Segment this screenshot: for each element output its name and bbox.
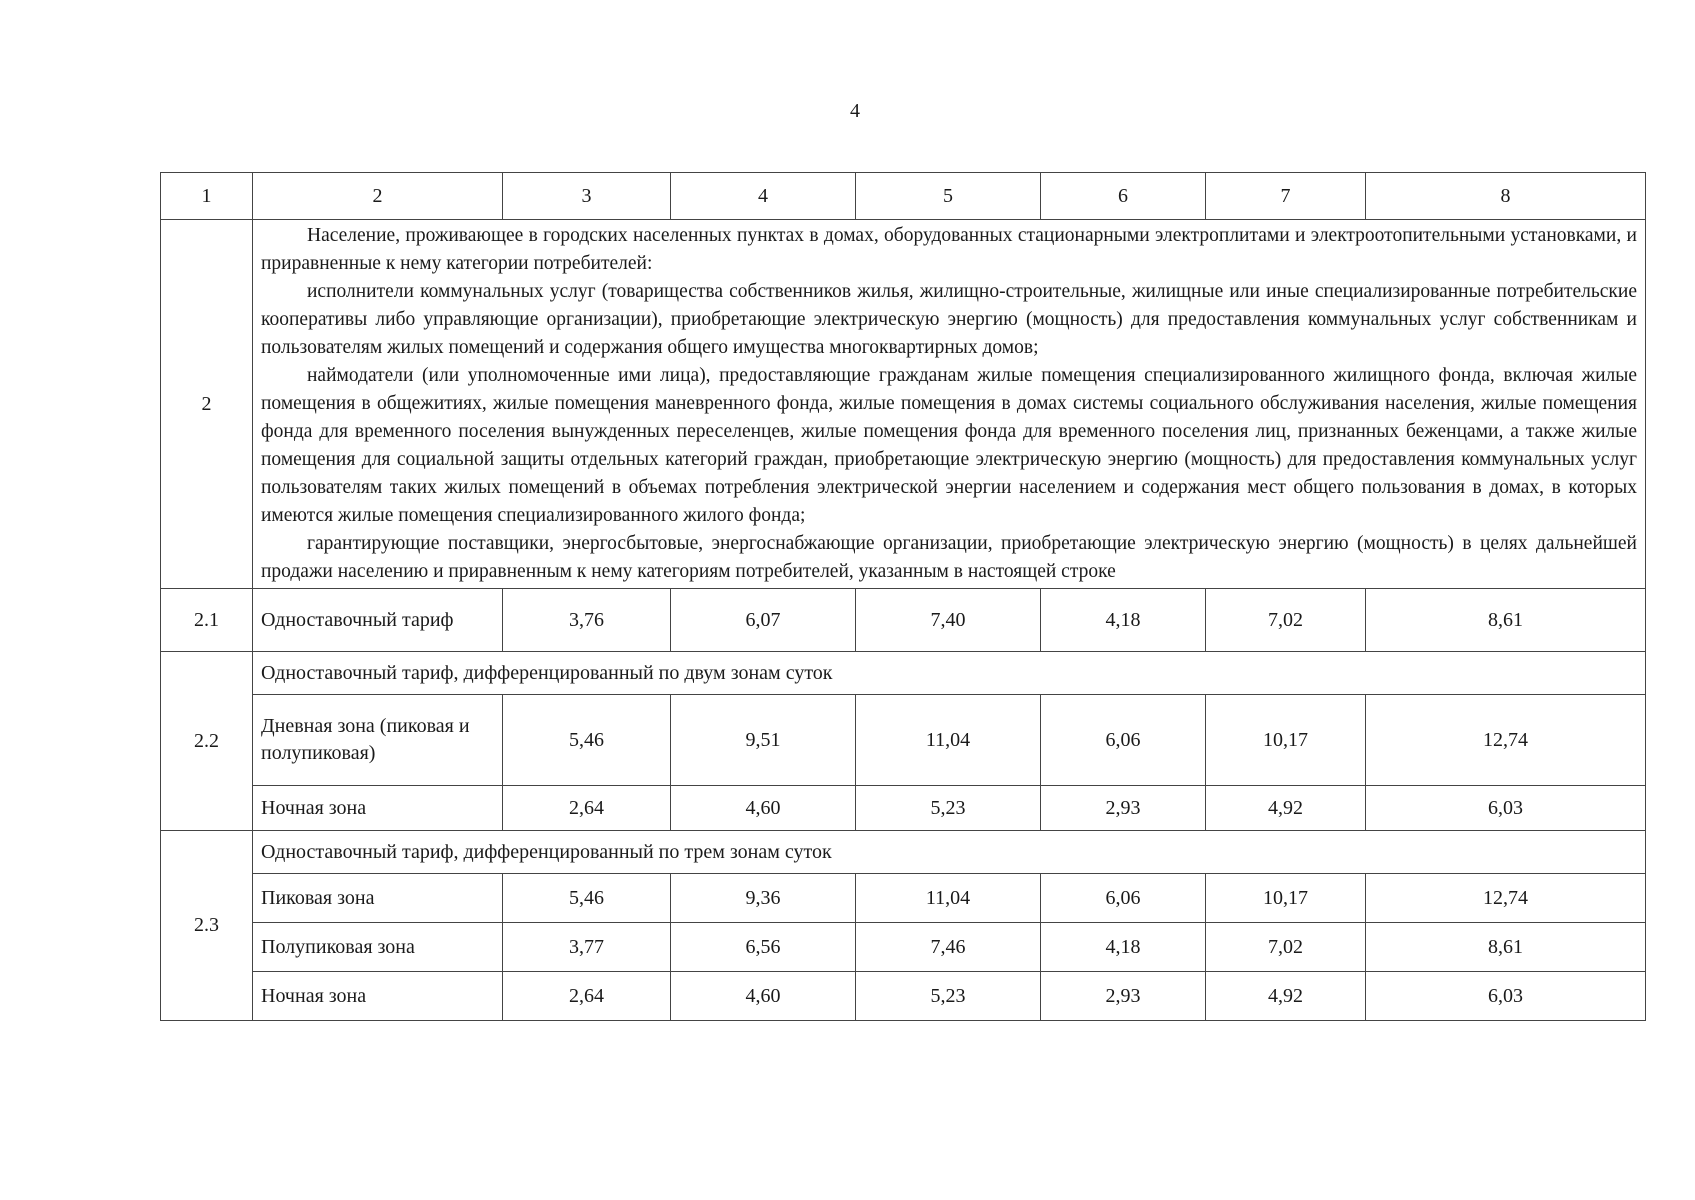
column-number-row <box>161 173 1646 220</box>
description-paragraph: гарантирующие поставщики, энергосбытовые, энергоснабжающие организации, приобретающие электрическую энергию (мощность) в целях дальнейшей продажи населению и приравненным к нему категориям потребителей, указанным в настоящей строке <box>261 533 1637 582</box>
section-2-row <box>161 220 1646 589</box>
tariff-value: 5,46 <box>503 874 671 923</box>
tariff-value: 6,03 <box>1366 786 1646 831</box>
table-row-2-3-title <box>161 831 1646 874</box>
tariff-value: 11,04 <box>856 695 1041 786</box>
tariff-value: 5,23 <box>856 972 1041 1021</box>
tariff-value: 5,46 <box>503 695 671 786</box>
zone-label: Ночная зона <box>253 786 503 831</box>
tariff-value: 4,92 <box>1206 972 1366 1021</box>
tariff-value: 7,46 <box>856 923 1041 972</box>
table-row-2-2-title <box>161 652 1646 695</box>
tariff-value: 9,51 <box>671 695 856 786</box>
tariff-value: 6,56 <box>671 923 856 972</box>
row-number-2-3: 2.3 <box>161 831 253 1021</box>
tariff-label: Одноставочный тариф <box>253 589 503 652</box>
column-number-4: 4 <box>671 173 856 220</box>
tariff-value: 4,60 <box>671 786 856 831</box>
table-row-2-3-half-peak <box>161 923 1646 972</box>
tariff-value: 12,74 <box>1366 695 1646 786</box>
tariff-value: 2,64 <box>503 972 671 1021</box>
zone-label: Ночная зона <box>253 972 503 1021</box>
tariff-value: 7,40 <box>856 589 1041 652</box>
tariff-value: 6,06 <box>1041 695 1206 786</box>
zone-label: Полупиковая зона <box>253 923 503 972</box>
row-number-2-1: 2.1 <box>161 589 253 652</box>
tariff-value: 2,93 <box>1041 972 1206 1021</box>
tariff-value: 6,03 <box>1366 972 1646 1021</box>
tariff-value: 8,61 <box>1366 923 1646 972</box>
description-paragraph: исполнители коммунальных услуг (товарищества собственников жилья, жилищно-строительные, жилищные или иные специализированные потребительские кооперативы либо управляющие организации), приобретающие электрическую энергию (мощность) для предоставления коммунальных услуг собственникам и пользователям жилых помещений и содержания общего имущества многоквартирных домов; <box>261 281 1637 358</box>
tariff-value: 7,02 <box>1206 589 1366 652</box>
tariff-value: 8,61 <box>1366 589 1646 652</box>
description-paragraph: наймодатели (или уполномоченные ими лица), предоставляющие гражданам жилые помещения специализированного жилищного фонда, включая жилые помещения в общежитиях, жилые помещения маневренного фонда, жилые помещения в домах системы социального обслуживания населения, жилые помещения фонда для временного поселения вынужденных переселенцев, жилые помещения фонда для временного поселения лиц, признанных беженцами, а также жилые помещения для социальной защиты отдельных категорий граждан, приобретающие электрическую энергию (мощность) для предоставления коммунальных услуг пользователям таких жилых помещений в объемах потребления электрической энергии населением и содержания мест общего пользования в домах, в которых имеются жилые помещения специализированного жилого фонда; <box>261 365 1637 526</box>
group-title: Одноставочный тариф, дифференцированный по двум зонам суток <box>253 652 1646 695</box>
group-title: Одноставочный тариф, дифференцированный по трем зонам суток <box>253 831 1646 874</box>
row-number-2: 2 <box>161 220 253 589</box>
tariff-value: 2,64 <box>503 786 671 831</box>
tariff-value: 4,18 <box>1041 589 1206 652</box>
column-number-2: 2 <box>253 173 503 220</box>
tariff-value: 4,18 <box>1041 923 1206 972</box>
tariff-value: 6,06 <box>1041 874 1206 923</box>
page-number: 4 <box>850 100 860 122</box>
tariff-value: 7,02 <box>1206 923 1366 972</box>
column-number-6: 6 <box>1041 173 1206 220</box>
tariff-value: 10,17 <box>1206 874 1366 923</box>
tariff-value: 11,04 <box>856 874 1041 923</box>
column-number-8: 8 <box>1366 173 1646 220</box>
zone-label: Дневная зона (пиковая и полупиковая) <box>253 695 503 786</box>
consumer-category-description <box>253 220 1646 589</box>
zone-label: Пиковая зона <box>253 874 503 923</box>
tariff-value: 10,17 <box>1206 695 1366 786</box>
tariff-value: 4,60 <box>671 972 856 1021</box>
column-number-7: 7 <box>1206 173 1366 220</box>
table-row-2-2-night <box>161 786 1646 831</box>
tariff-value: 2,93 <box>1041 786 1206 831</box>
tariff-value: 12,74 <box>1366 874 1646 923</box>
tariff-value: 9,36 <box>671 874 856 923</box>
tariff-value: 3,76 <box>503 589 671 652</box>
table-row-2-1 <box>161 589 1646 652</box>
tariff-value: 3,77 <box>503 923 671 972</box>
tariff-value: 5,23 <box>856 786 1041 831</box>
column-number-5: 5 <box>856 173 1041 220</box>
description-paragraph: Население, проживающее в городских населенных пунктах в домах, оборудованных стационарными электроплитами и электроотопительными установками, и приравненные к нему категории потребителей: <box>261 225 1637 274</box>
tariff-value: 6,07 <box>671 589 856 652</box>
tariff-value: 4,92 <box>1206 786 1366 831</box>
row-number-2-2: 2.2 <box>161 652 253 831</box>
table-row-2-3-peak <box>161 874 1646 923</box>
column-number-1: 1 <box>161 173 253 220</box>
table-row-2-3-night <box>161 972 1646 1021</box>
tariff-table <box>160 172 1646 1021</box>
column-number-3: 3 <box>503 173 671 220</box>
table-row-2-2-day <box>161 695 1646 786</box>
